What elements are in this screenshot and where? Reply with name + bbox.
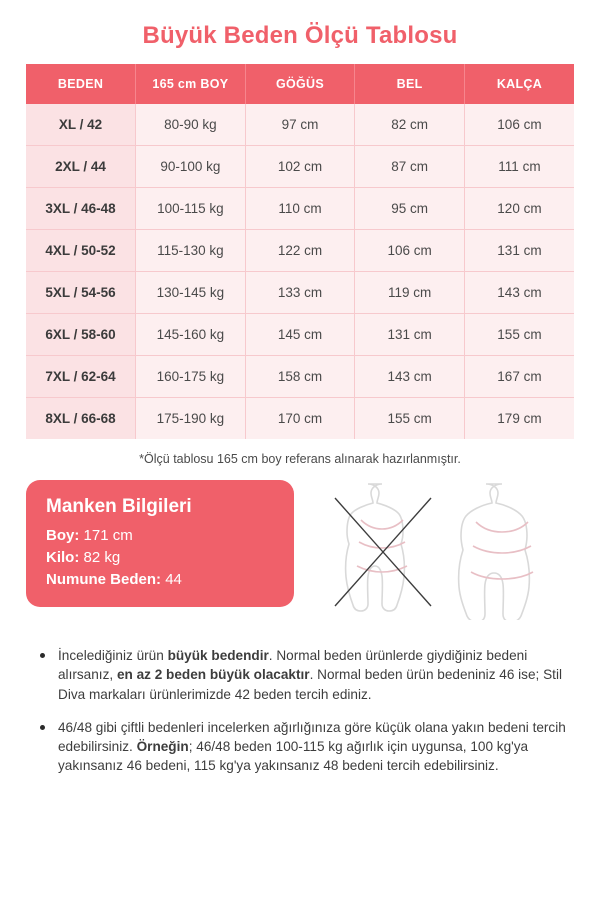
cell-gogus: 170 cm	[245, 398, 355, 440]
cell-kalca: 179 cm	[464, 398, 574, 440]
column-header-gogus: GÖĞÜS	[245, 64, 355, 104]
model-weight-label: Kilo:	[46, 549, 80, 566]
page-title: Büyük Beden Ölçü Tablosu	[142, 22, 458, 49]
cell-gogus: 122 cm	[245, 230, 355, 272]
column-header-boy: 165 cm BOY	[136, 64, 246, 104]
cell-bel: 143 cm	[355, 356, 465, 398]
table-row	[26, 356, 574, 398]
cell-gogus: 97 cm	[245, 104, 355, 146]
model-info-section	[26, 480, 574, 630]
table-row	[26, 230, 574, 272]
table-row	[26, 104, 574, 146]
guidance-list	[26, 646, 574, 776]
list-item: 46/48 gibi çiftli bedenleri incelerken ağırlığınıza göre küçük olana yakın bedeni tercih edebilirsiniz. Örneğin; 46/48 beden 100-115 kg ağırlık için uygunsa, 100 kg'ya yakınsanız 46 bedeni, 115 kg'ya yakınsanız 48 bedeni tercih edebilirsiniz.	[46, 718, 574, 776]
cell-gogus: 102 cm	[245, 146, 355, 188]
table-row	[26, 272, 574, 314]
cell-kalca: 167 cm	[464, 356, 574, 398]
cell-beden: 6XL / 58-60	[26, 314, 136, 356]
cell-gogus: 158 cm	[245, 356, 355, 398]
column-header-beden: BEDEN	[26, 64, 136, 104]
cell-bel: 95 cm	[355, 188, 465, 230]
cell-bel: 106 cm	[355, 230, 465, 272]
cell-boy: 90-100 kg	[136, 146, 246, 188]
cell-beden: 5XL / 54-56	[26, 272, 136, 314]
body-figures	[294, 480, 574, 625]
column-header-bel: BEL	[355, 64, 465, 104]
cell-kalca: 120 cm	[464, 188, 574, 230]
cell-boy: 115-130 kg	[136, 230, 246, 272]
table-row	[26, 146, 574, 188]
cell-bel: 131 cm	[355, 314, 465, 356]
list-item: İncelediğiniz ürün büyük bedendir. Normal beden ürünlerde giydiğiniz bedeni alırsanız, en az 2 beden büyük olacaktır. Normal beden ürün bedeniniz 46 ise; Stil Diva markaları ürünlerimizde 42 beden tercih ediniz.	[46, 646, 574, 704]
cell-beden: 8XL / 66-68	[26, 398, 136, 440]
cell-gogus: 133 cm	[245, 272, 355, 314]
cell-boy: 100-115 kg	[136, 188, 246, 230]
table-row	[26, 398, 574, 440]
cell-bel: 155 cm	[355, 398, 465, 440]
cell-beden: 4XL / 50-52	[26, 230, 136, 272]
cell-kalca: 155 cm	[464, 314, 574, 356]
cell-boy: 175-190 kg	[136, 398, 246, 440]
table-row	[26, 188, 574, 230]
cell-bel: 87 cm	[355, 146, 465, 188]
table-footnote: *Ölçü tablosu 165 cm boy referans alınarak hazırlanmıştır.	[139, 452, 461, 466]
model-sample-size-value: 44	[165, 571, 182, 588]
cell-kalca: 131 cm	[464, 230, 574, 272]
cell-beden: 3XL / 46-48	[26, 188, 136, 230]
model-height-row	[46, 527, 274, 544]
cell-beden: 2XL / 44	[26, 146, 136, 188]
model-sample-size-row	[46, 571, 274, 588]
model-height-label: Boy:	[46, 527, 80, 544]
cell-boy: 145-160 kg	[136, 314, 246, 356]
cell-beden: XL / 42	[26, 104, 136, 146]
model-info-heading: Manken Bilgileri	[46, 496, 192, 517]
model-weight-row	[46, 549, 274, 566]
model-sample-size-label: Numune Beden:	[46, 571, 162, 588]
cell-gogus: 110 cm	[245, 188, 355, 230]
cell-beden: 7XL / 62-64	[26, 356, 136, 398]
female-body-front-icon	[327, 480, 437, 620]
cell-bel: 82 cm	[355, 104, 465, 146]
cell-boy: 80-90 kg	[136, 104, 246, 146]
cell-boy: 130-145 kg	[136, 272, 246, 314]
cell-bel: 119 cm	[355, 272, 465, 314]
cell-gogus: 145 cm	[245, 314, 355, 356]
model-weight-value: 82 kg	[83, 549, 121, 566]
cell-kalca: 143 cm	[464, 272, 574, 314]
column-header-kalca: KALÇA	[464, 64, 574, 104]
table-header-row	[26, 64, 574, 104]
model-height-value: 171 cm	[83, 527, 133, 544]
model-info-card	[26, 480, 294, 607]
cell-kalca: 106 cm	[464, 104, 574, 146]
size-chart-table	[26, 64, 574, 439]
female-body-plus-size-icon	[447, 480, 557, 620]
cell-kalca: 111 cm	[464, 146, 574, 188]
cell-boy: 160-175 kg	[136, 356, 246, 398]
table-row	[26, 314, 574, 356]
